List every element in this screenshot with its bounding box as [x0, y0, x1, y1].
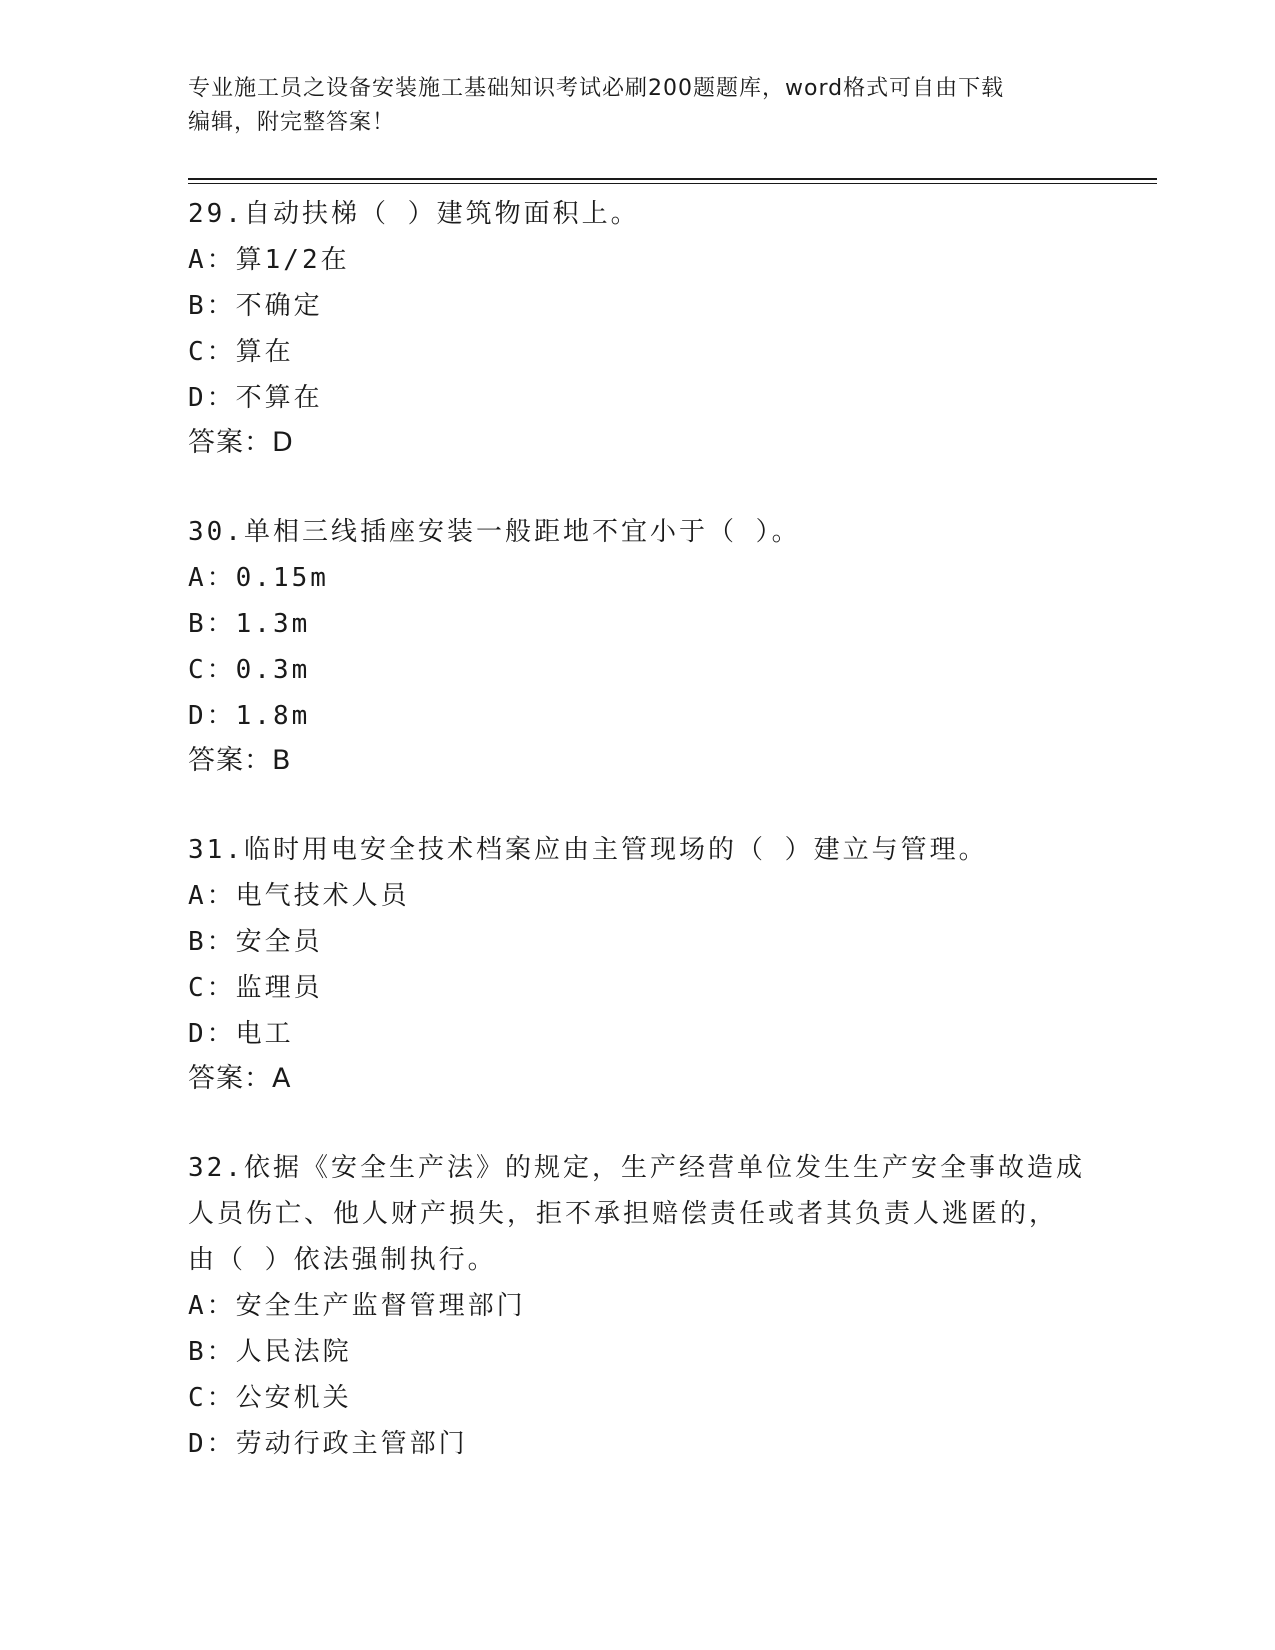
- option-text: 0.3m: [235, 655, 311, 685]
- option-a: [188, 237, 1088, 283]
- option-text: 劳动行政主管部门: [235, 1429, 468, 1459]
- option-text: 不确定: [235, 291, 323, 321]
- option-text: 电工: [235, 1019, 294, 1049]
- question-30: [188, 509, 1088, 783]
- option-d: [188, 1421, 1088, 1467]
- option-text: 1.8m: [235, 701, 311, 731]
- question-stem: 31.临时用电安全技术档案应由主管现场的（ ）建立与管理。: [188, 835, 988, 865]
- option-c: [188, 329, 1088, 375]
- option-a: [188, 1283, 1088, 1329]
- option-text: 安全员: [235, 927, 323, 957]
- option-text: 不算在: [235, 383, 323, 413]
- option-letter: D：: [188, 383, 236, 413]
- answer-label: 答案：D: [188, 427, 294, 458]
- option-b: [188, 919, 1088, 965]
- option-letter: B：: [188, 609, 236, 639]
- option-text: 安全生产监督管理部门: [235, 1291, 526, 1321]
- document-header: [188, 72, 1088, 140]
- option-text: 0.15m: [235, 563, 329, 593]
- header-divider-thin: [188, 183, 1157, 184]
- question-stem-line-2: 人员伤亡、他人财产损失，拒不承担赔偿责任或者其负责人逃匿的，: [188, 1199, 1059, 1229]
- option-letter: C：: [188, 337, 236, 367]
- option-text: 电气技术人员: [235, 881, 410, 911]
- option-letter: D：: [188, 701, 236, 731]
- answer-label: 答案：A: [188, 1063, 292, 1094]
- question-29: [188, 191, 1088, 465]
- option-letter: A：: [188, 245, 236, 275]
- question-list: [188, 191, 1088, 1511]
- option-c: [188, 1375, 1088, 1421]
- answer-label: 答案：B: [188, 745, 292, 776]
- question-stem-line-3: 由（ ）依法强制执行。: [188, 1245, 497, 1275]
- option-letter: D：: [188, 1019, 236, 1049]
- option-letter: C：: [188, 973, 236, 1003]
- option-letter: A：: [188, 1291, 236, 1321]
- question-31: [188, 827, 1088, 1101]
- option-text: 算1/2在: [235, 245, 350, 275]
- header-divider-thick: [188, 178, 1157, 180]
- option-text: 人民法院: [235, 1337, 352, 1367]
- option-d: [188, 693, 1088, 739]
- header-title-line-1: 专业施工员之设备安装施工基础知识考试必刷200题题库，word格式可自由下载: [188, 76, 1005, 101]
- header-title-line-2: 编辑，附完整答案！: [188, 110, 396, 135]
- question-stem-line-1: 32.依据《安全生产法》的规定，生产经营单位发生生产安全事故造成: [188, 1153, 1085, 1183]
- option-a: [188, 873, 1088, 919]
- option-letter: D：: [188, 1429, 236, 1459]
- option-letter: C：: [188, 655, 236, 685]
- option-a: [188, 555, 1088, 601]
- option-text: 公安机关: [235, 1383, 352, 1413]
- option-d: [188, 375, 1088, 421]
- question-32: [188, 1145, 1088, 1467]
- option-letter: B：: [188, 927, 236, 957]
- option-b: [188, 1329, 1088, 1375]
- question-stem: 30.单相三线插座安装一般距地不宜小于（ ）。: [188, 517, 801, 547]
- option-d: [188, 1011, 1088, 1057]
- option-text: 算在: [235, 337, 294, 367]
- option-letter: A：: [188, 881, 236, 911]
- option-text: 1.3m: [235, 609, 311, 639]
- option-letter: A：: [188, 563, 236, 593]
- option-letter: B：: [188, 291, 236, 321]
- question-stem: 29.自动扶梯（ ）建筑物面积上。: [188, 199, 640, 229]
- option-letter: C：: [188, 1383, 236, 1413]
- option-text: 监理员: [235, 973, 323, 1003]
- option-c: [188, 965, 1088, 1011]
- option-letter: B：: [188, 1337, 236, 1367]
- option-b: [188, 283, 1088, 329]
- option-c: [188, 647, 1088, 693]
- option-b: [188, 601, 1088, 647]
